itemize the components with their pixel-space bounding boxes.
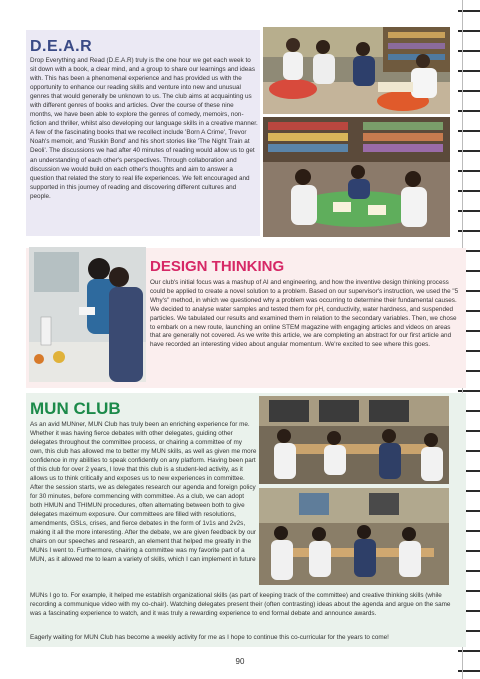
mun-photo-computer-lab bbox=[259, 396, 449, 484]
mun-photo-committee-session bbox=[259, 488, 449, 585]
dear-photo-library-table bbox=[263, 117, 450, 237]
mun-body-text: As an avid MUNner, MUN Club has truly been an enriching experience for me. Whether it was having fierce debates with other delegates, guiding other delegates throughout the committee process, or chairing a committee of my own, this club has allowed me to better my MUN skills, as well as given me more confidence in my abilities to speak confidently on any platform. Having been part of this club for over 2 years, I love that this club is a student-led activity, as it allows us to think critically and exposes us to new experiences in committee. After the session starts, we as delegates research our agenda and foreign policy for 30 minutes, before commencing with committee. As a club, we can adopt both HMUN and THIMUN procedures, often alternating between both to give delegates maximum exposure. Our committees are filled with resolutions, amendments, GSLs, crises, and fierce debates in the form of 1v1s and 2v2s, making it all the more interesting. After the debate, we are given feedback by our chairs on our speeches and research, an element that helped me greatly in the MUNs I went to. Furthermore, chairing a committee was my favorite part of a MUN, as it allowed me to learn a variety of skills, which I can implement in future bbox=[30, 421, 257, 563]
mun-closing-text: Eagerly waiting for MUN Club has become a weekly activity for me as I hope to continue this co-curricular for the years to come! bbox=[30, 634, 389, 641]
design-thinking-photo-lab bbox=[29, 247, 146, 382]
dear-body-text: Drop Everything and Read (D.E.A.R) truly is the one hour we get each week to sit down with a book, a clear mind, and a group to share our learnings and ideas with. This has been a phenomenal experience and has provided us with the opportunity to enhance our reading skills and venture into new and unusual genres that would generally be unknown to us. The club aims at acquainting us with different genres of books and articles. Over the course of these nine months, we have been able to explore the genres of comedy, memoirs, non-fiction and thriller, whilst also developing our language skills in a creative manner. A few of the fascinating books that we recollect include 'Born A Crime', Trevor Noah's memoir, and 'Ruskin Bond' and his short stories like 'The Night Train at Deoli'. The discussions we had after 40 minutes of reading would allow us to get an understanding of each other's perspectives. Through collaboration and discussion we would build on each other's thoughts and aim to answer a question that related the story to real life experiences. We felt encouraged and supported in this journey of reading and discovering different cultures and people. bbox=[30, 57, 258, 200]
design-thinking-body-text: Our club's initial focus was a mashup of AI and engineering, and how the inventive design thinking process could be applied to create a novel solution to a problem. Based on our supervisor's instruction, we used the "5 Why's" method, in which we questioned why a problem was occurring to determine their fundamental causes. We decided to analyse water samples and tested them for pH, conductivity, water hardness, and suspended particles. We tabulated our results and examined them in relation to the secondary variables. Then, we chose to embark on a new route, launching an online STEM magazine with engaging articles and videos on areas that are generally not covered. As we write this article, we are completing an abstract for our first article and have recorded an interesting video about angular momentum. We're excited to see where this goes. bbox=[150, 279, 459, 349]
page-number: 90 bbox=[235, 657, 245, 666]
dear-photo-reading-group bbox=[263, 27, 450, 114]
design-thinking-title: DESIGN THINKING bbox=[150, 258, 285, 275]
mun-body-text-continued: MUNs I go to. For example, it helped me establish organizational skills (as part of keeping track of the committee) and creative thinking skills (while recording a communique video with my co-chair). Watching delegates present their (often contrasting) ideas about the agenda and argue on the same was a fascinating experience to watch, and it was truly a rewarding experience to end formal debate and announce awards. bbox=[30, 592, 451, 617]
mun-title: MUN CLUB bbox=[30, 399, 121, 418]
dear-title: D.E.A.R bbox=[30, 38, 93, 55]
